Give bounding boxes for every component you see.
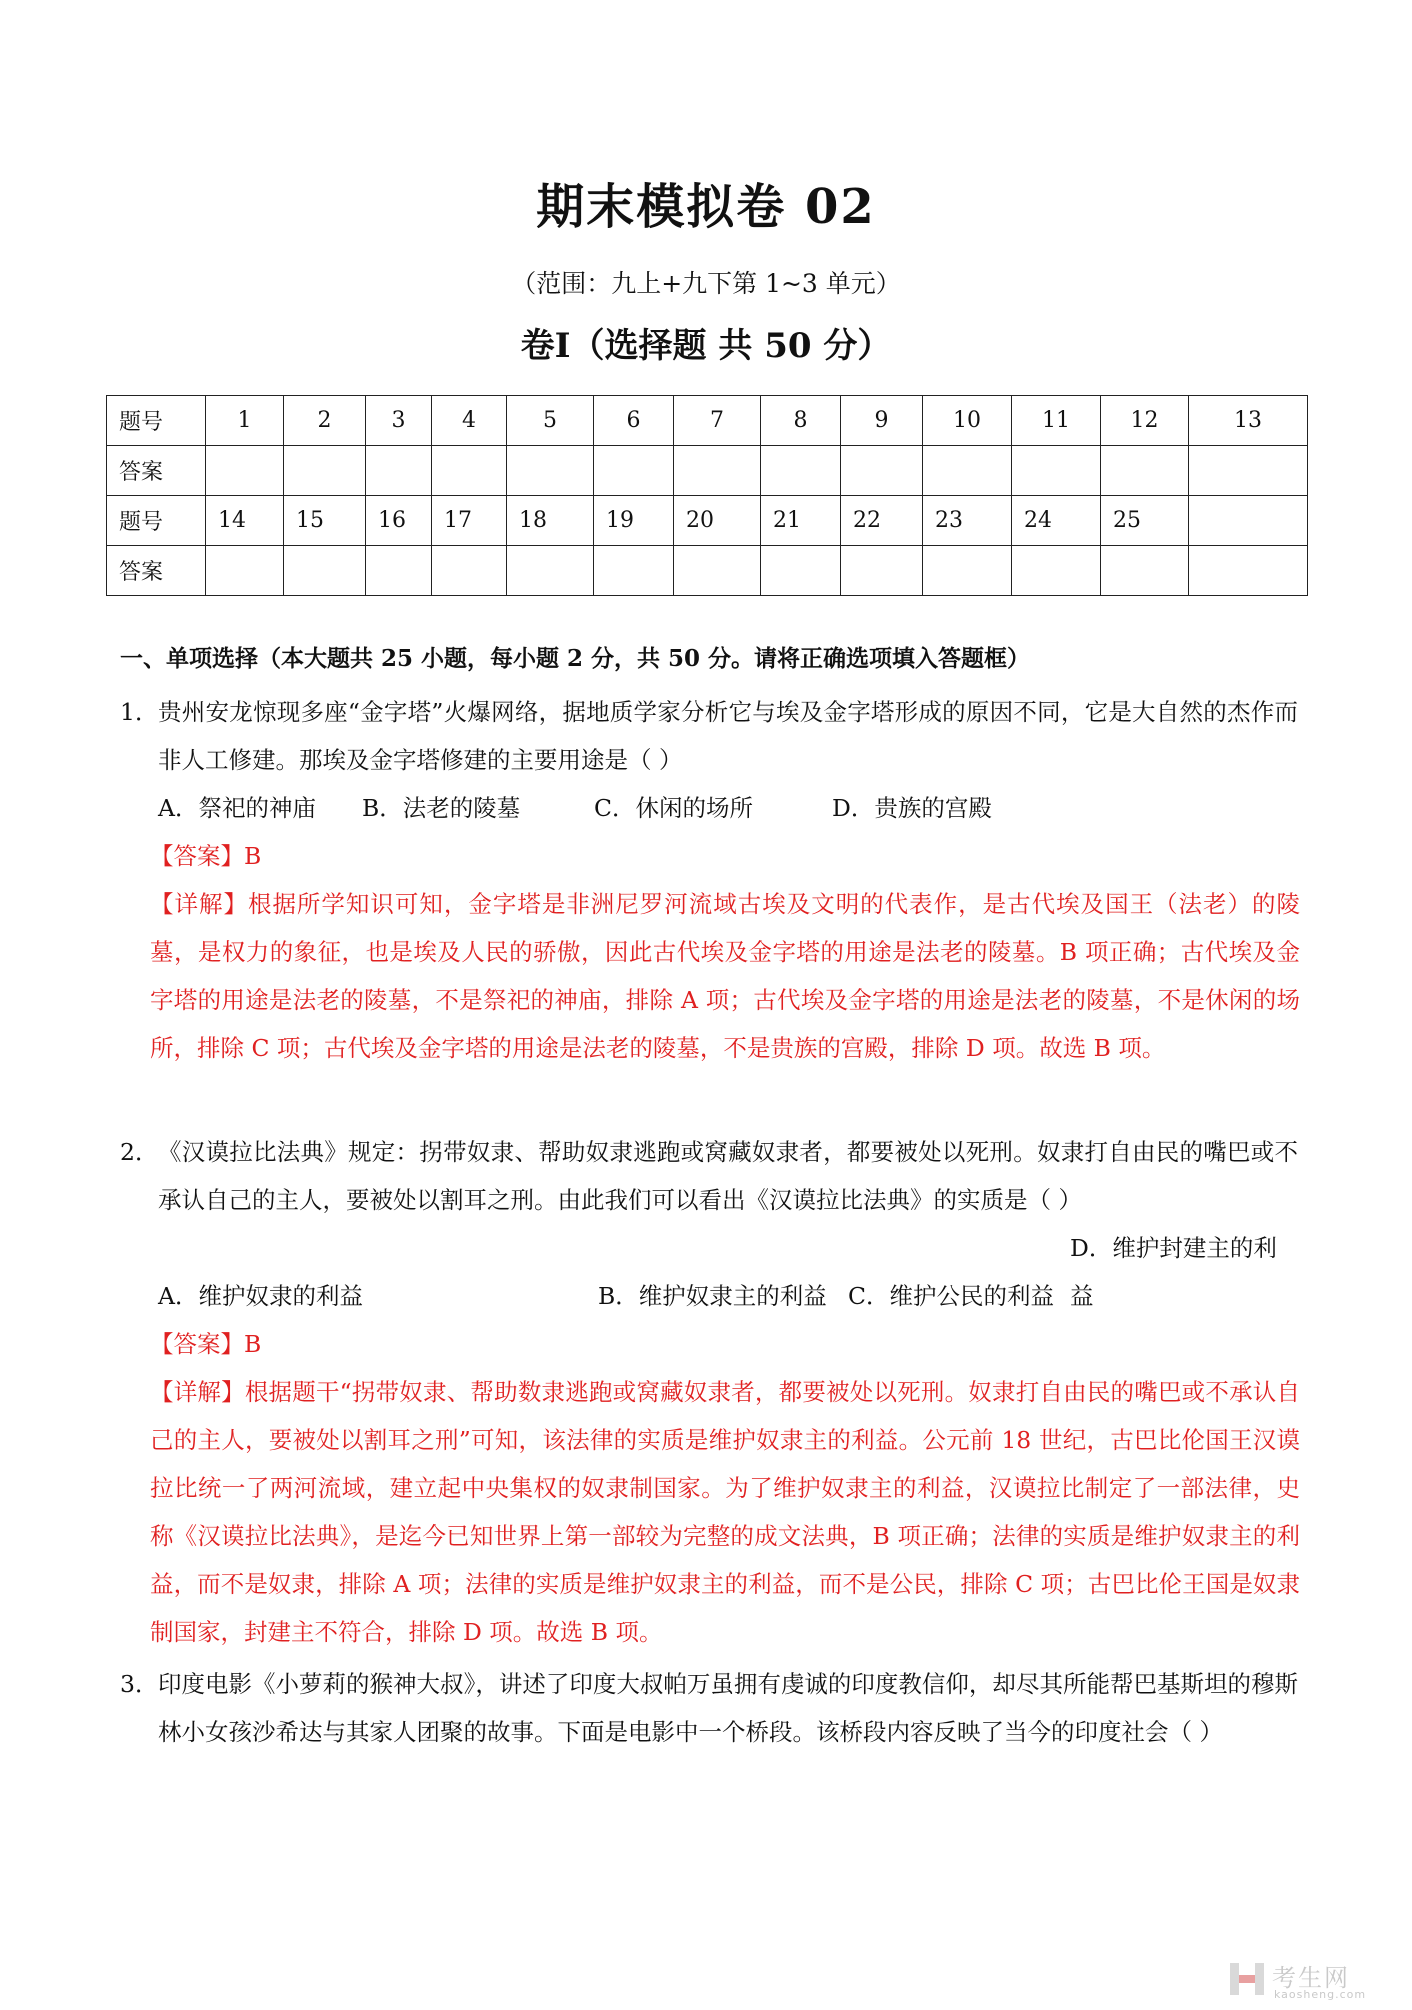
answer-cell (761, 446, 841, 496)
option-a: A．祭祀的神庙 (158, 794, 316, 822)
answer-2: 【答案】B (150, 1330, 262, 1358)
question-number-cell: 6 (594, 396, 674, 446)
question-number-cell: 22 (841, 496, 923, 546)
row-label: 题号 (107, 396, 206, 446)
answer-cell (284, 546, 366, 596)
answer-cell (1012, 546, 1101, 596)
question-number-cell (1189, 496, 1308, 546)
answer-cell (507, 446, 594, 496)
question-number-cell: 14 (206, 496, 284, 546)
question-text: 印度电影《小萝莉的猴神大叔》，讲述了印度大叔帕万虽拥有虔诚的印度教信仰，却尽其所能帮巴基斯坦的穆斯林小女孩沙希达与其家人团聚的故事。下面是电影中一个桥段。该桥段内容反映了当今的印度社会（ ） (158, 1670, 1298, 1746)
question-number-cell: 11 (1012, 396, 1101, 446)
row-label: 题号 (107, 496, 206, 546)
answer-cell (1101, 546, 1189, 596)
answer-cell (1101, 446, 1189, 496)
question-number-cell: 2 (284, 396, 366, 446)
question-number-cell: 7 (674, 396, 761, 446)
option-d: D．贵族的宫殿 (832, 794, 992, 822)
option-d: D．维护封建主的利益 (1070, 1234, 1277, 1310)
question-number-cell: 5 (507, 396, 594, 446)
answer-cell (923, 546, 1012, 596)
question-text: 《汉谟拉比法典》规定：拐带奴隶、帮助奴隶逃跑或窝藏奴隶者，都要被处以死刑。奴隶打自由民的嘴巴或不承认自己的主人，要被处以割耳之刑。由此我们可以看出《汉谟拉比法典》的实质是（ ） (158, 1138, 1298, 1214)
question-number-cell: 8 (761, 396, 841, 446)
question-number-cell: 4 (432, 396, 507, 446)
question-number-cell: 20 (674, 496, 761, 546)
section-heading: 卷Ⅰ（选择题 共 50 分） (520, 326, 892, 366)
question-text: 贵州安龙惊现多座“金字塔”火爆网络，据地质学家分析它与埃及金字塔形成的原因不同，它是大自然的杰作而非人工修建。那埃及金字塔修建的主要用途是（ ） (158, 698, 1298, 774)
explanation-2: 【详解】根据题干“拐带奴隶、帮助数隶逃跑或窝藏奴隶者，都要被处以死刑。奴隶打自由民的嘴巴或不承认自己的主人，要被处以割耳之刑”可知，该法律的实质是维护奴隶主的利益。公元前 18 世纪，古巴比伦国王汉谟拉比统一了两河流域，建立起中央集权的奴隶制国家。为了维护奴隶主的利益，汉谟拉比制定了一部法律，史称《汉谟拉比法典》，是迄今已知世界上第一部较为完整的成文法典，B 项正确；法律的实质是维护奴隶主的利益，而不是奴隶，排除 A 项；法律的实质是维护奴隶主的利益，而不是公民，排除 C 项；古巴比伦王国是奴隶制国家，封建主不符合，排除 D 项。故选 B 项。 (150, 1378, 1300, 1646)
answer-cell (366, 546, 432, 596)
watermark-name: 考生网 (1272, 1964, 1350, 1992)
row-label: 答案 (107, 546, 206, 596)
answer-cell (366, 446, 432, 496)
answer-cell (432, 446, 507, 496)
row-label: 答案 (107, 446, 206, 496)
table-row (107, 396, 1308, 446)
question-number-cell: 23 (923, 496, 1012, 546)
question-number-cell: 19 (594, 496, 674, 546)
option-a: A．维护奴隶的利益 (158, 1282, 363, 1310)
options-row (158, 1224, 1298, 1320)
answer-cell (674, 446, 761, 496)
question-number-cell: 3 (366, 396, 432, 446)
page-title: 期末模拟卷 02 (536, 179, 876, 235)
question-number: 1． (120, 698, 159, 726)
question-number-cell: 17 (432, 496, 507, 546)
answer-table (106, 395, 1308, 596)
question-number: 3． (120, 1670, 159, 1698)
options-row (158, 784, 1298, 832)
question-number-cell: 16 (366, 496, 432, 546)
table-row (107, 496, 1308, 546)
answer-cell (284, 446, 366, 496)
option-b: B．法老的陵墓 (362, 794, 521, 822)
answer-cell (841, 446, 923, 496)
question-number-cell: 21 (761, 496, 841, 546)
answer-cell (594, 446, 674, 496)
exam-range: （范围：九上+九下第 1~3 单元） (511, 269, 901, 298)
kaosheng-logo-icon (1228, 1960, 1266, 1998)
answer-cell (761, 546, 841, 596)
question-number-cell: 12 (1101, 396, 1189, 446)
option-b: B．维护奴隶主的利益 (598, 1282, 827, 1310)
table-row (107, 546, 1308, 596)
explanation-1: 【详解】根据所学知识可知，金字塔是非洲尼罗河流域古埃及文明的代表作，是古代埃及国王（法老）的陵墓，是权力的象征，也是埃及人民的骄傲，因此古代埃及金字塔的用途是法老的陵墓。B 项正确；古代埃及金字塔的用途是法老的陵墓，不是祭祀的神庙，排除 A 项；古代埃及金字塔的用途是法老的陵墓，不是休闲的场所，排除 C 项；古代埃及金字塔的用途是法老的陵墓，不是贵族的宫殿，排除 D 项。故选 B 项。 (150, 890, 1300, 1062)
answer-cell (1012, 446, 1101, 496)
answer-cell (206, 546, 284, 596)
watermark-domain: kaosheng.com (1274, 1988, 1367, 2001)
answer-cell (923, 446, 1012, 496)
answer-cell (1189, 546, 1308, 596)
answer-cell (432, 546, 507, 596)
question-number-cell: 24 (1012, 496, 1101, 546)
table-row (107, 446, 1308, 496)
question-number-cell: 9 (841, 396, 923, 446)
answer-cell (206, 446, 284, 496)
answer-cell (507, 546, 594, 596)
part-heading: 一、单项选择（本大题共 25 小题，每小题 2 分，共 50 分。请将正确选项填入答题框） (120, 645, 1031, 672)
question-number-cell: 25 (1101, 496, 1189, 546)
answer-cell (674, 546, 761, 596)
question-number: 2． (120, 1138, 159, 1166)
answer-cell (841, 546, 923, 596)
option-c: C．维护公民的利益 (848, 1282, 1054, 1310)
question-number-cell: 18 (507, 496, 594, 546)
watermark (1228, 1956, 1398, 2004)
answer-cell (594, 546, 674, 596)
answer-1: 【答案】B (150, 842, 262, 870)
question-number-cell: 15 (284, 496, 366, 546)
option-c: C．休闲的场所 (594, 794, 753, 822)
answer-cell (1189, 446, 1308, 496)
question-number-cell: 10 (923, 396, 1012, 446)
question-number-cell: 13 (1189, 396, 1308, 446)
question-number-cell: 1 (206, 396, 284, 446)
